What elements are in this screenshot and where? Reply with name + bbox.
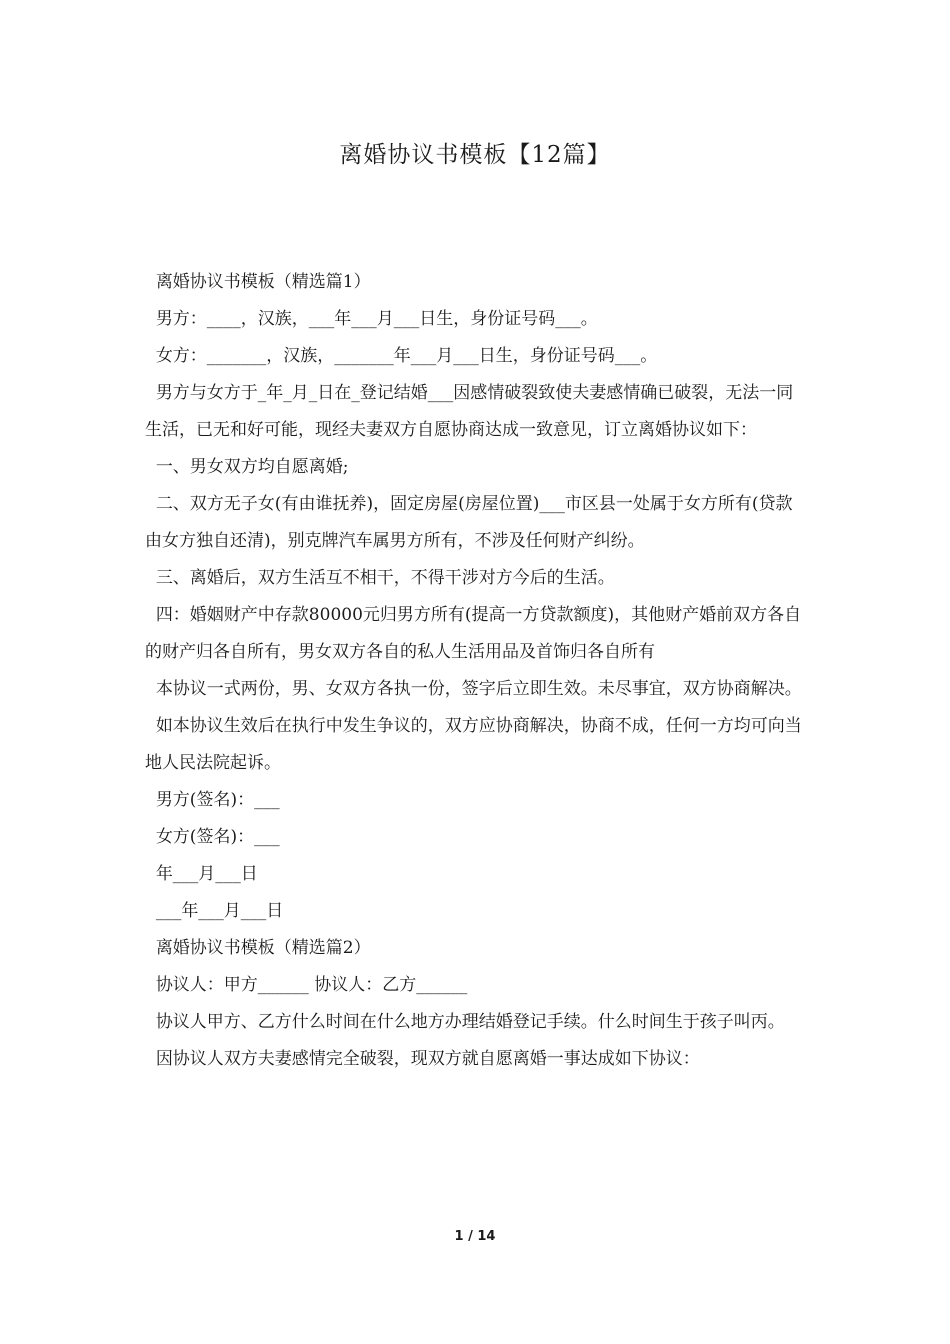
- paragraph: 协议人甲方、乙方什么时间在什么地方办理结婚登记手续。什么时间生于孩子叫丙。: [145, 1012, 785, 1032]
- document-body: [145, 264, 808, 1078]
- paragraph: 男方与女方于_年_月_日在_登记结婚___因感情破裂致使夫妻感情确已破裂，无法一同生活，已无和好可能，现经夫妻双方自愿协商达成一致意见，订立离婚协议如下：: [145, 383, 794, 440]
- date-line: 年___月___日: [145, 864, 258, 884]
- paragraph: 二、双方无子女(有由谁抚养)，固定房屋(房屋位置)___市区县一处属于女方所有(贷款由女方独自还清)，别克牌汽车属男方所有，不涉及任何财产纠纷。: [145, 494, 793, 551]
- paragraph: 如本协议生效后在执行中发生争议的，双方应协商解决，协商不成，任何一方均可向当地人民法院起诉。: [145, 716, 802, 773]
- paragraph: 女方：_______，汉族，_______年___月___日生，身份证号码___。: [145, 346, 658, 366]
- paragraph: 男方：____，汉族，___年___月___日生，身份证号码___。: [145, 309, 598, 329]
- signature-line-female: 女方(签名)：___: [145, 827, 280, 847]
- paragraph: 本协议一式两份，男、女双方各执一份，签字后立即生效。未尽事宜，双方协商解决。: [145, 679, 802, 699]
- paragraph: 四：婚姻财产中存款80000元归男方所有(提高一方贷款额度)，其他财产婚前双方各自的财产归各自所有，男女双方各自的私人生活用品及首饰归各自所有: [145, 605, 802, 662]
- paragraph: 因协议人双方夫妻感情完全破裂，现双方就自愿离婚一事达成如下协议：: [145, 1049, 700, 1069]
- paragraph: 三、离婚后，双方生活互不相干，不得干涉对方今后的生活。: [145, 568, 615, 588]
- signature-line-male: 男方(签名)：___: [145, 790, 280, 810]
- paragraph: 一、男女双方均自愿离婚;: [145, 457, 349, 477]
- paragraph: 协议人：甲方______ 协议人：乙方______: [145, 975, 468, 995]
- section-heading-2: 离婚协议书模板（精选篇2）: [145, 938, 371, 958]
- date-line: ___年___月___日: [145, 901, 284, 921]
- page-number: 1 / 14: [454, 1229, 496, 1244]
- document-title: 离婚协议书模板【12篇】: [339, 142, 611, 168]
- section-heading-1: 离婚协议书模板（精选篇1）: [145, 272, 371, 292]
